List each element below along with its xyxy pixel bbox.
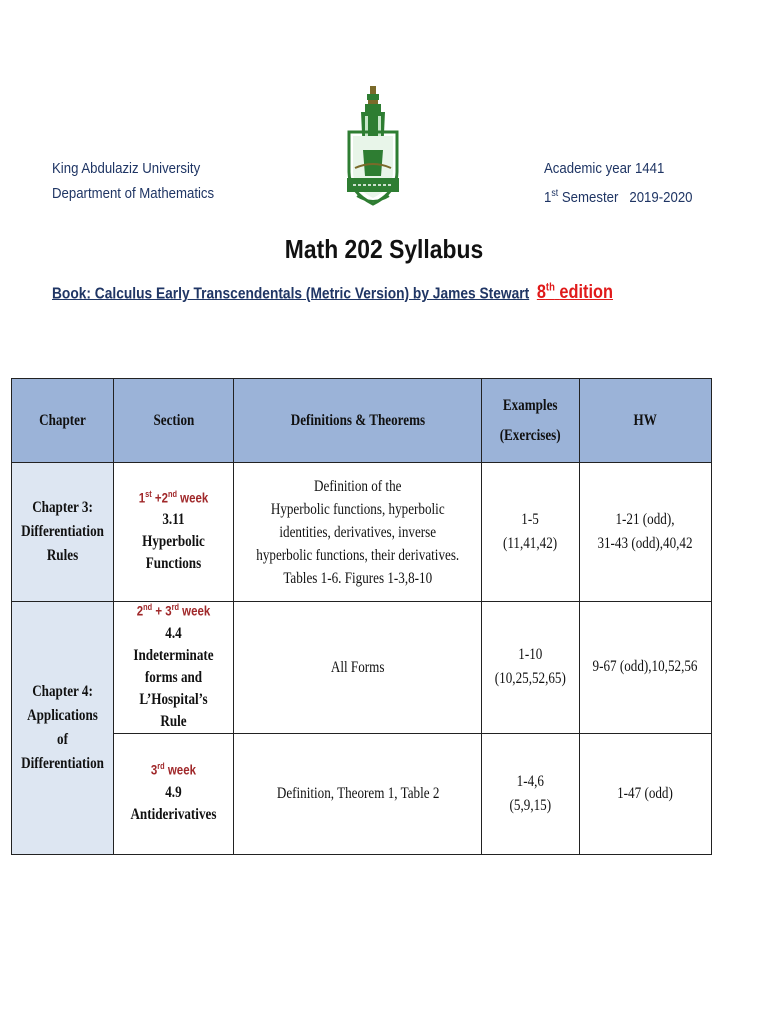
book-reference bbox=[52, 282, 613, 304]
book-title: Book: Calculus Early Transcendentals (Metric Version) by James Stewart bbox=[52, 285, 530, 303]
week-label: 3rd week bbox=[150, 761, 197, 778]
header-chapter: Chapter bbox=[12, 379, 114, 463]
semester: 1st Semester 2019-2020 bbox=[544, 188, 693, 206]
definitions-cell: Definition, Theorem 1, Table 2 bbox=[234, 733, 482, 854]
definitions-cell: Definition of the Hyperbolic functions, hyperbolic identities, derivatives, inverse hyperbolic functions, their derivatives. Tables 1-6. Figures 1-3,8-10 bbox=[234, 463, 482, 602]
table-row bbox=[12, 733, 712, 854]
hw-cell: 1-21 (odd), 31-43 (odd),40,42 bbox=[579, 463, 712, 602]
chapter-cell: Chapter 4: Applications of Differentiation bbox=[12, 602, 114, 855]
institution-block bbox=[52, 156, 214, 206]
header-definitions: Definitions & Theorems bbox=[234, 379, 482, 463]
department-name: Department of Mathematics bbox=[52, 185, 215, 202]
examples-cell: 1-5 (11,41,42) bbox=[482, 463, 579, 602]
hw-cell: 1-47 (odd) bbox=[579, 733, 712, 854]
hw-cell: 9-67 (odd),10,52,56 bbox=[579, 602, 712, 734]
header-examples: Examples (Exercises) bbox=[482, 379, 579, 463]
section-cell: 1st +2nd week 3.11 Hyperbolic Functions bbox=[114, 463, 234, 602]
university-crest-icon bbox=[343, 84, 403, 214]
table-row bbox=[12, 463, 712, 602]
table-row bbox=[12, 602, 712, 734]
academic-year: Academic year 1441 bbox=[544, 160, 665, 177]
header-hw: HW bbox=[579, 379, 712, 463]
page-title: Math 202 Syllabus bbox=[284, 234, 484, 264]
section-cell: 2nd + 3rd week 4.4 Indeterminate forms and L’Hospital’s Rule bbox=[114, 602, 234, 734]
university-name: King Abdulaziz University bbox=[52, 160, 201, 177]
table-header-row bbox=[12, 379, 712, 463]
section-cell: 3rd week 4.9 Antiderivatives bbox=[114, 733, 234, 854]
book-edition: 8th edition bbox=[536, 282, 613, 304]
chapter-cell: Chapter 3: Differentiation Rules bbox=[12, 463, 114, 602]
examples-cell: 1-4,6 (5,9,15) bbox=[482, 733, 579, 854]
week-label: 2nd + 3rd week bbox=[136, 602, 211, 619]
definitions-cell: All Forms bbox=[234, 602, 482, 734]
examples-cell: 1-10 (10,25,52,65) bbox=[482, 602, 579, 734]
header-section: Section bbox=[114, 379, 234, 463]
week-label: 1st +2nd week bbox=[138, 488, 209, 506]
term-block bbox=[544, 156, 693, 210]
syllabus-table bbox=[11, 378, 712, 855]
